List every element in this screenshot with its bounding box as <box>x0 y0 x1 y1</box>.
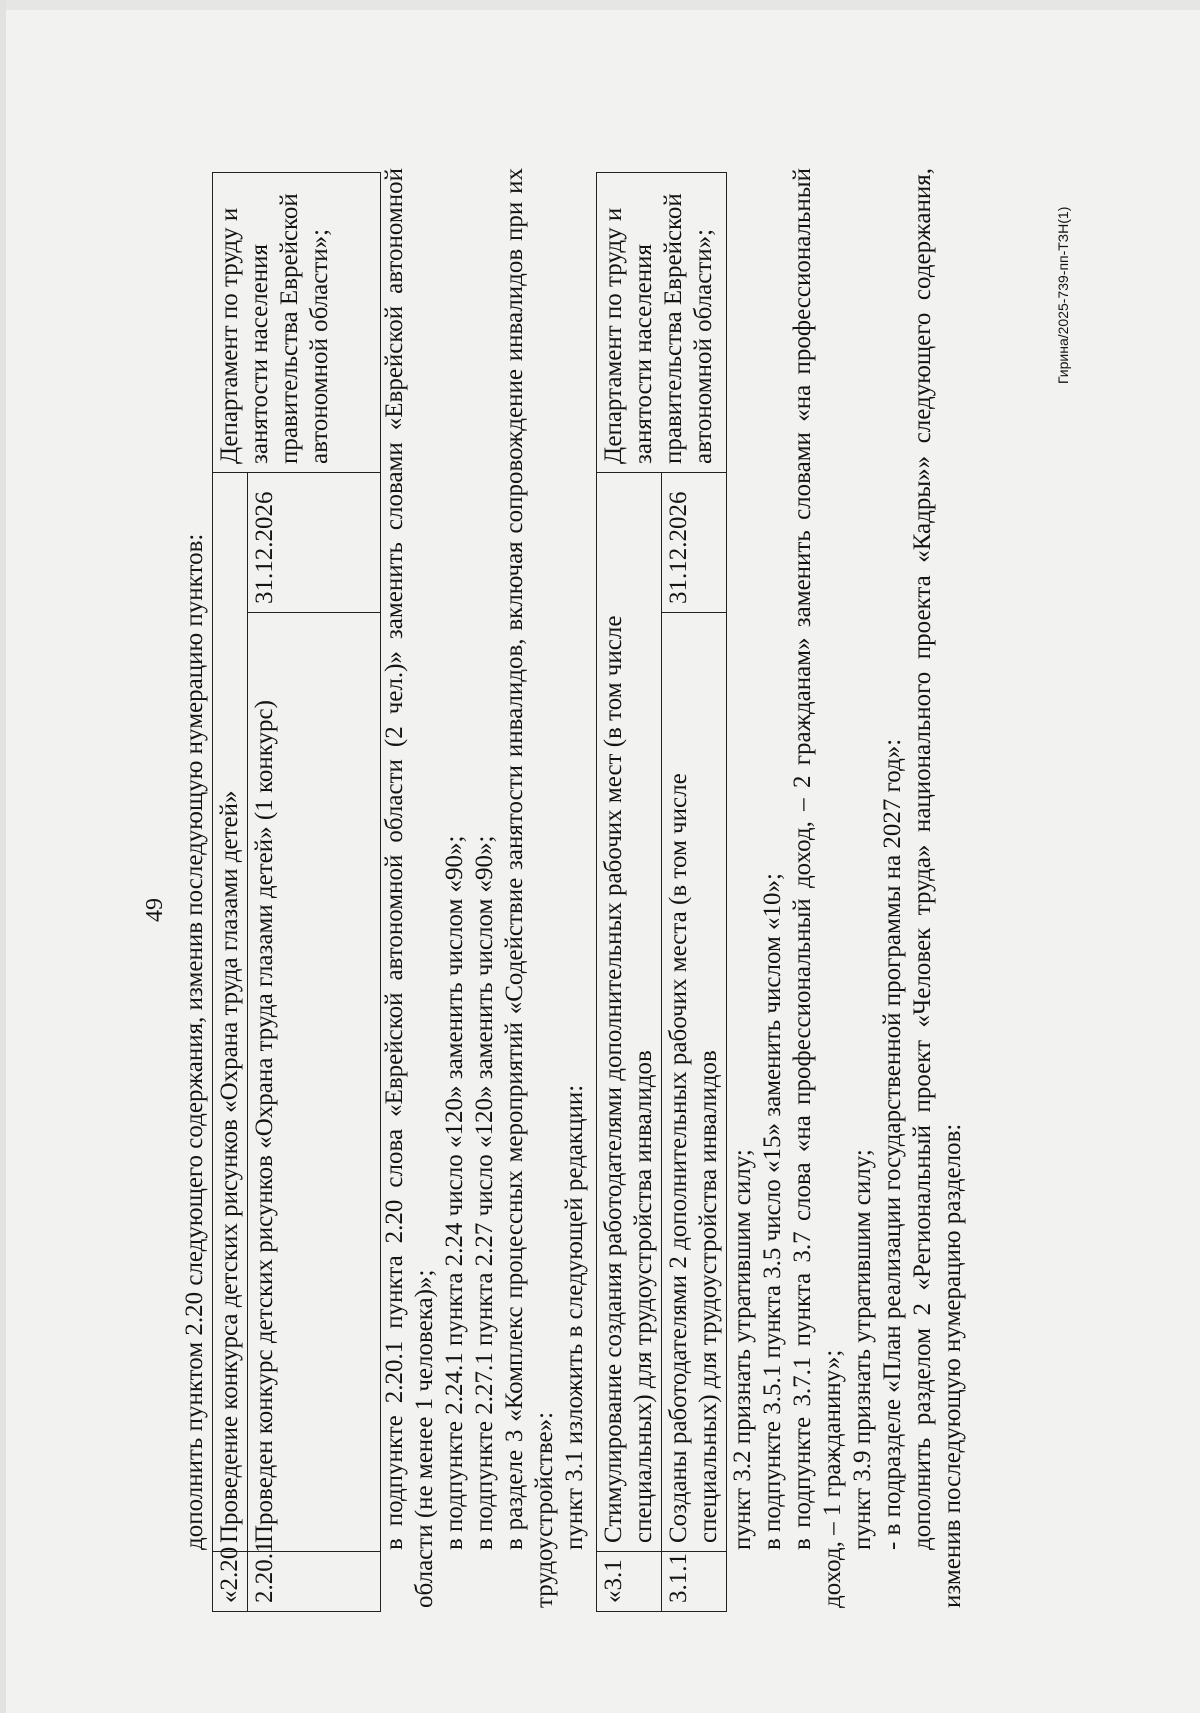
table-section-3-1 <box>596 172 727 1612</box>
paragraph: в подпункте 2.24.1 пункта 2.24 число «120» заменить числом «90»; <box>441 835 468 1550</box>
cell-description: Созданы работодателями 2 дополнительных рабочих места (в том числе специальных) для трудоустройства инвалидов <box>662 613 727 1552</box>
cell-number: «2.20 <box>213 1552 248 1612</box>
table-row <box>597 173 662 1612</box>
paragraph: пункт 3.2 признать утратившим силу; <box>729 1149 756 1550</box>
intro-paragraph: дополнить пунктом 2.20 следующего содержания, изменив последующую нумерацию пунктов: <box>181 533 208 1550</box>
paragraph: дополнить разделом 2 «Региональный проект «Человек труда» национального проекта «Кадры»» следующего содержания, изменив последующую нумерацию разделов: <box>909 168 966 1608</box>
paragraph: в подпункте 2.20.1 пункта 2.20 слова «Еврейской автономной области (2 чел.)» заменить словами «Еврейской автономной области (не менее 1 человека)»; <box>381 168 438 1608</box>
page-number: 49 <box>142 898 168 922</box>
cell-number: 2.20.1 <box>248 1552 381 1612</box>
cell-department: Департамент по труду и занятости населения правительства Еврейской автономной области»; <box>597 173 727 473</box>
paragraph: - в подразделе «План реализации государственной программы на 2027 год»: <box>879 738 906 1550</box>
cell-date: 31.12.2026 <box>662 473 727 613</box>
cell-description: Проведение конкурса детских рисунков «Охрана труда глазами детей» <box>213 473 248 1552</box>
paragraph: в подпункте 3.5.1 пункта 3.5 число «15» заменить числом «10»; <box>759 873 786 1550</box>
cell-description: Стимулирование создания работодателями дополнительных рабочих мест (в том числе специальных) для трудоустройства инвалидов <box>597 473 662 1552</box>
cell-number: «3.1 <box>597 1552 662 1612</box>
rotated-document-page <box>140 150 1080 1670</box>
table-row <box>213 173 248 1612</box>
paragraph: в подпункте 2.27.1 пункта 2.27 число «120» заменить числом «90»; <box>471 835 498 1550</box>
paragraph: в разделе 3 «Комплекс процессных мероприятий «Содействие занятости инвалидов, включая сопровождение инвалидов при их трудоустройстве»: <box>501 168 558 1608</box>
cell-description: Проведен конкурс детских рисунков «Охрана труда глазами детей» (1 конкурс) <box>248 613 381 1552</box>
cell-department: Департамент по труду и занятости населения правительства Еврейской автономной области»; <box>213 173 381 473</box>
paragraph: в подпункте 3.7.1 пункта 3.7 слова «на профессиональный доход, – 2 гражданам» заменить словами «на профессиональный доход, – 1 гражданину»; <box>789 168 846 1608</box>
document-footer: Гирина/2025-739-пп-ТЗН(1) <box>1055 206 1071 384</box>
paragraph: пункт 3.1 изложить в следующей редакции: <box>561 1084 588 1550</box>
scan-left-edge <box>0 0 6 1713</box>
cell-date: 31.12.2026 <box>248 473 381 613</box>
paragraph: пункт 3.9 признать утратившим силу; <box>849 1149 876 1550</box>
scan-top-edge <box>0 0 1200 10</box>
table-section-2-20 <box>212 172 381 1612</box>
cell-number: 3.1.1 <box>662 1552 727 1612</box>
